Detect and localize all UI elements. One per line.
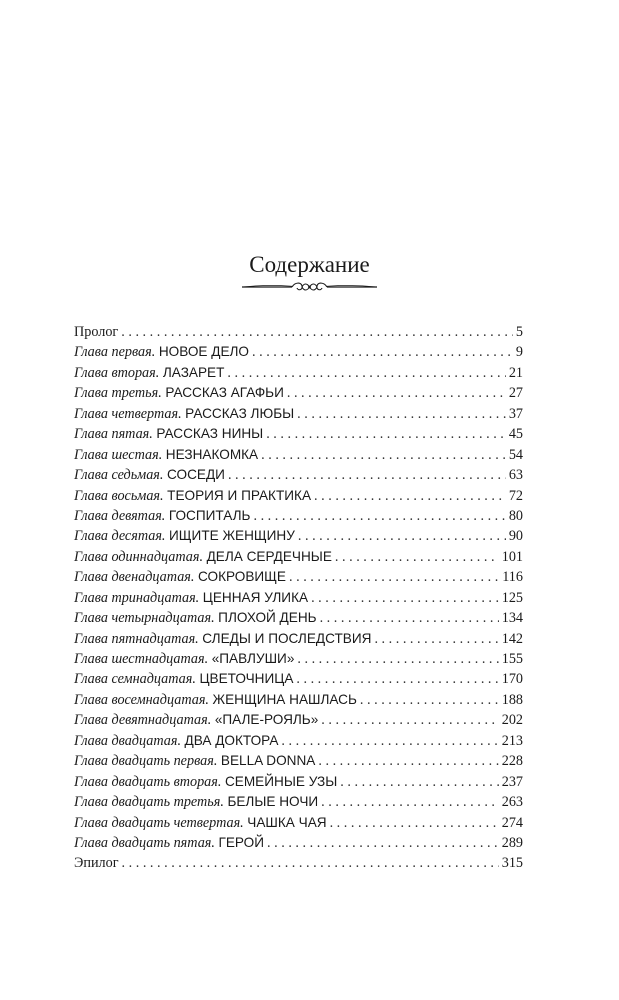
chapter-title: СЛЕДЫ И ПОСЛЕДСТВИЯ	[202, 630, 372, 646]
chapter-label: Глава первая.	[74, 344, 156, 361]
chapter-label: Глава третья.	[74, 385, 162, 402]
dot-leader	[252, 342, 513, 362]
chapter-title: ПЛОХОЙ ДЕНЬ	[218, 610, 317, 626]
dot-leader	[360, 690, 499, 710]
dot-leader	[287, 383, 506, 403]
chapter-title: ЧАШКА ЧАЯ	[247, 814, 327, 830]
dot-leader	[320, 608, 499, 628]
toc-entry	[74, 731, 523, 751]
toc-entry	[74, 813, 523, 833]
page-number: 274	[501, 814, 523, 831]
section-name: Эпилог	[74, 855, 119, 872]
chapter-title: СОСЕДИ	[167, 467, 225, 483]
page-number: 188	[501, 691, 523, 708]
toc-entry	[74, 710, 523, 730]
dot-leader	[330, 813, 499, 833]
dot-leader	[321, 710, 498, 730]
page-number: 155	[501, 651, 523, 667]
chapter-label: Глава двадцатая.	[74, 732, 181, 749]
page-number: 45	[508, 426, 523, 443]
toc-entry	[74, 363, 523, 383]
chapter-title: ЖЕНЩИНА НАШЛАСЬ	[212, 691, 357, 707]
toc-entry	[74, 547, 523, 567]
page-number: 213	[501, 732, 523, 749]
dot-leader	[289, 567, 499, 587]
chapter-label: Глава седьмая.	[74, 467, 164, 484]
page-number: 289	[501, 834, 523, 851]
page-number: 315	[501, 855, 523, 872]
dot-leader	[311, 588, 499, 608]
page-number: 116	[502, 569, 523, 586]
chapter-label: Глава шестнадцатая.	[74, 651, 209, 667]
chapter-title: «ПАВЛУШИ»	[211, 651, 295, 666]
toc-entry	[74, 486, 523, 506]
chapter-label: Глава двадцать пятая.	[74, 834, 215, 851]
page-title: Содержание	[249, 252, 370, 277]
chapter-label: Глава двадцать четвертая.	[74, 814, 244, 831]
dot-leader	[297, 649, 498, 669]
toc-entry	[74, 445, 523, 465]
chapter-title: РАССКАЗ НИНЫ	[156, 426, 264, 442]
page-number: 5	[515, 324, 523, 340]
dot-leader	[374, 629, 498, 649]
toc-entry	[74, 690, 523, 710]
section-name: Пролог	[74, 324, 119, 340]
dot-leader	[122, 853, 499, 873]
page-number: 9	[515, 344, 523, 361]
chapter-label: Глава восемнадцатая.	[74, 691, 209, 708]
dot-leader	[281, 731, 498, 751]
page-number: 170	[501, 671, 523, 688]
page-number: 142	[501, 630, 523, 647]
toc-entry	[74, 833, 523, 853]
toc-entry	[74, 465, 523, 485]
chapter-label: Глава семнадцатая.	[74, 671, 196, 688]
page-number: 125	[501, 589, 523, 606]
dot-leader	[335, 547, 499, 567]
dot-leader	[121, 322, 513, 342]
toc-entry	[74, 772, 523, 792]
page-number: 134	[501, 610, 523, 627]
chapter-label: Глава шестая.	[74, 446, 163, 463]
page-number: 237	[501, 773, 523, 790]
chapter-label: Глава двадцать вторая.	[74, 773, 222, 790]
dot-leader	[297, 404, 506, 424]
dot-leader	[314, 486, 506, 506]
chapter-label: Глава четырнадцатая.	[74, 610, 215, 627]
page-number: 263	[501, 794, 523, 811]
dot-leader	[321, 792, 499, 812]
chapter-label: Глава вторая.	[74, 364, 160, 381]
chapter-title: ДЕЛА СЕРДЕЧНЫЕ	[206, 548, 332, 564]
toc-entry	[74, 567, 523, 587]
chapter-title: ДВА ДОКТОРА	[184, 732, 279, 748]
page-number: 101	[501, 548, 523, 565]
chapter-title: НЕЗНАКОМКА	[165, 446, 259, 462]
chapter-title: BELLA DONNA	[220, 753, 316, 769]
page-number: 80	[508, 507, 523, 524]
chapter-title: ЦЕННАЯ УЛИКА	[202, 589, 309, 605]
page-number: 37	[508, 405, 523, 422]
page-number: 202	[501, 712, 523, 729]
chapter-title: ЛАЗАРЕТ	[162, 364, 225, 380]
chapter-label: Глава восьмая.	[74, 487, 164, 504]
dot-leader	[267, 833, 499, 853]
toc-entry	[74, 526, 523, 546]
chapter-title: РАССКАЗ ЛЮБЫ	[185, 405, 295, 421]
toc-entry	[74, 649, 523, 669]
chapter-title: РАССКАЗ АГАФЬИ	[165, 385, 284, 401]
table-of-contents	[74, 322, 523, 874]
chapter-title: ЦВЕТОЧНИЦА	[199, 671, 294, 687]
chapter-label: Глава десятая.	[74, 528, 166, 545]
toc-entry	[74, 506, 523, 526]
chapter-title: СОКРОВИЩЕ	[197, 569, 286, 585]
chapter-label: Глава девятнадцатая.	[74, 712, 212, 729]
toc-entry	[74, 792, 523, 812]
toc-entry	[74, 853, 523, 873]
chapter-title: СЕМЕЙНЫЕ УЗЫ	[224, 773, 338, 789]
dot-leader	[340, 772, 498, 792]
toc-entry	[74, 629, 523, 649]
toc-entry	[74, 404, 523, 424]
toc-entry	[74, 751, 523, 771]
toc-entry	[74, 608, 523, 628]
chapter-label: Глава двадцать третья.	[74, 794, 224, 811]
chapter-label: Глава двадцать первая.	[74, 753, 218, 770]
chapter-title: ГЕРОЙ	[218, 834, 265, 850]
dot-leader	[296, 669, 498, 689]
page-number: 90	[508, 528, 523, 545]
dot-leader	[318, 751, 498, 771]
chapter-label: Глава одиннадцатая.	[74, 548, 204, 565]
page-number: 228	[501, 753, 523, 770]
chapter-title: ГОСПИТАЛЬ	[168, 507, 251, 523]
flourish-divider-icon	[240, 280, 379, 294]
chapter-title: ИЩИТЕ ЖЕНЩИНУ	[169, 528, 295, 544]
dot-leader	[261, 445, 506, 465]
chapter-label: Глава пятнадцатая.	[74, 630, 199, 647]
chapter-title: «ПАЛЕ-РОЯЛЬ»	[214, 712, 319, 728]
chapter-title: БЕЛЫЕ НОЧИ	[227, 794, 319, 810]
dot-leader	[227, 363, 505, 383]
dot-leader	[228, 465, 506, 485]
dot-leader	[298, 526, 506, 546]
page-number: 27	[508, 385, 523, 402]
chapter-label: Глава четвертая.	[74, 405, 182, 422]
chapter-label: Глава девятая.	[74, 507, 166, 524]
chapter-label: Глава тринадцатая.	[74, 589, 200, 606]
chapter-title: ТЕОРИЯ И ПРАКТИКА	[167, 487, 312, 503]
toc-entry	[74, 588, 523, 608]
dot-leader	[266, 424, 506, 444]
page-number: 63	[508, 467, 523, 484]
chapter-label: Глава двенадцатая.	[74, 569, 195, 586]
dot-leader	[253, 506, 505, 526]
chapter-title: НОВОЕ ДЕЛО	[158, 344, 250, 360]
page-number: 21	[508, 364, 523, 381]
chapter-label: Глава пятая.	[74, 426, 153, 443]
toc-entry	[74, 424, 523, 444]
page-number: 72	[508, 487, 523, 504]
toc-entry	[74, 669, 523, 689]
page-number: 54	[508, 446, 523, 463]
toc-entry	[74, 383, 523, 403]
toc-entry	[74, 322, 523, 342]
toc-entry	[74, 342, 523, 362]
